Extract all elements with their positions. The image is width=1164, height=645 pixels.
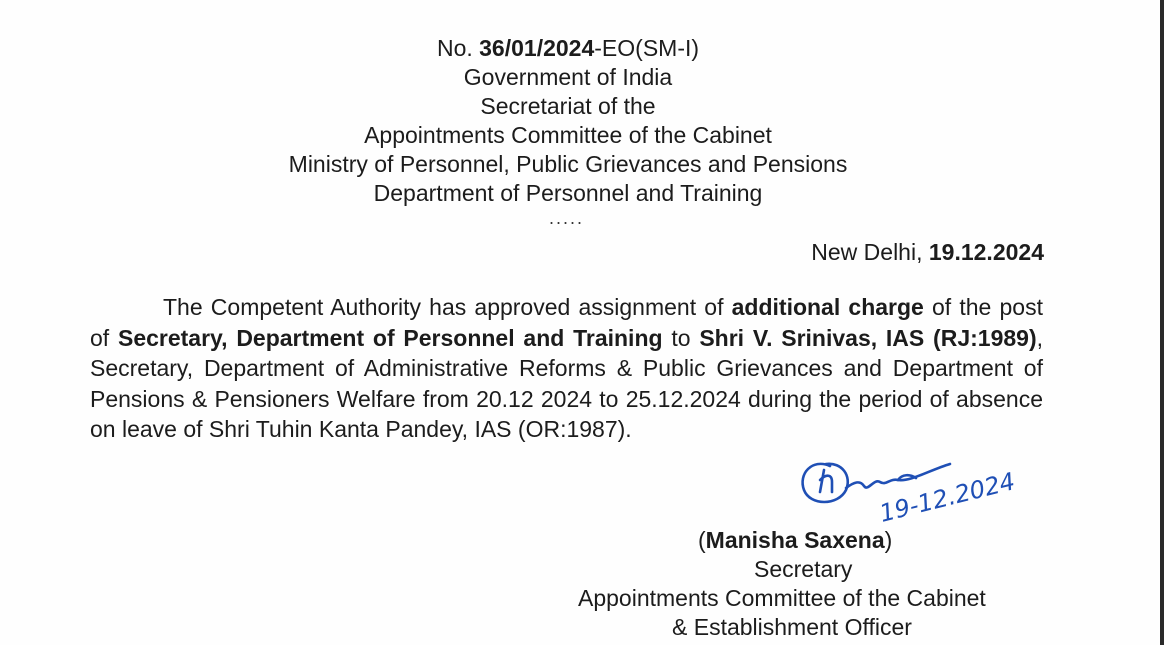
handwritten-date: 19-12.2024 [876,467,1018,528]
signatory-office-line2: & Establishment Officer [672,614,912,640]
dateline [811,238,1044,267]
dateline-place: New Delhi, [811,239,929,265]
body-bold-officer: Shri V. Srinivas, IAS (RJ:1989) [699,324,1037,351]
header-secretariat: Secretariat of the [480,93,656,119]
header-committee: Appointments Committee of the Cabinet [364,122,772,148]
body-bold-post: Secretary, Department of Personnel and Training [117,324,663,351]
header-separator: ..... [549,208,585,228]
order-number-prefix: No. [436,35,480,61]
scan-edge [1160,0,1164,645]
body-bold-additional-charge: additional charge [731,294,924,320]
body-text-2: of the post of [90,294,1043,351]
signatory-office-line1: Appointments Committee of the Cabinet [578,585,986,611]
body-paragraph [90,292,1043,445]
signatory-name-text: Manisha Saxena [705,527,885,553]
order-number-suffix: -EO(SM-I) [594,35,700,61]
header-government: Government of India [463,64,673,90]
signatory-name [698,526,892,555]
order-number [0,34,1136,63]
order-number-bold: 36/01/2024 [479,35,595,61]
dateline-date: 19.12.2024 [928,239,1044,265]
body-text-3: to [662,324,700,351]
body-text-4: , Secretary, Department of Administrative Reforms & Public Grievances and Department of Pensions & Pensioners Welfare from 20.12 2024 to 25.12.2024 during the period of absence on leave of Shri Tuhin Kanta Pandey, IAS (OR:1987). [90,324,1043,442]
name-open-paren: ( [698,527,706,553]
name-close-paren: ) [884,527,893,553]
header-department: Department of Personnel and Training [373,180,763,206]
letter-header [0,34,1136,208]
handwritten-signature [790,444,1030,534]
signatory-designation: Secretary [754,556,853,582]
header-ministry: Ministry of Personnel, Public Grievances and Pensions [288,151,848,177]
body-text-1: The Competent Authority has approved assignment of [163,294,732,320]
